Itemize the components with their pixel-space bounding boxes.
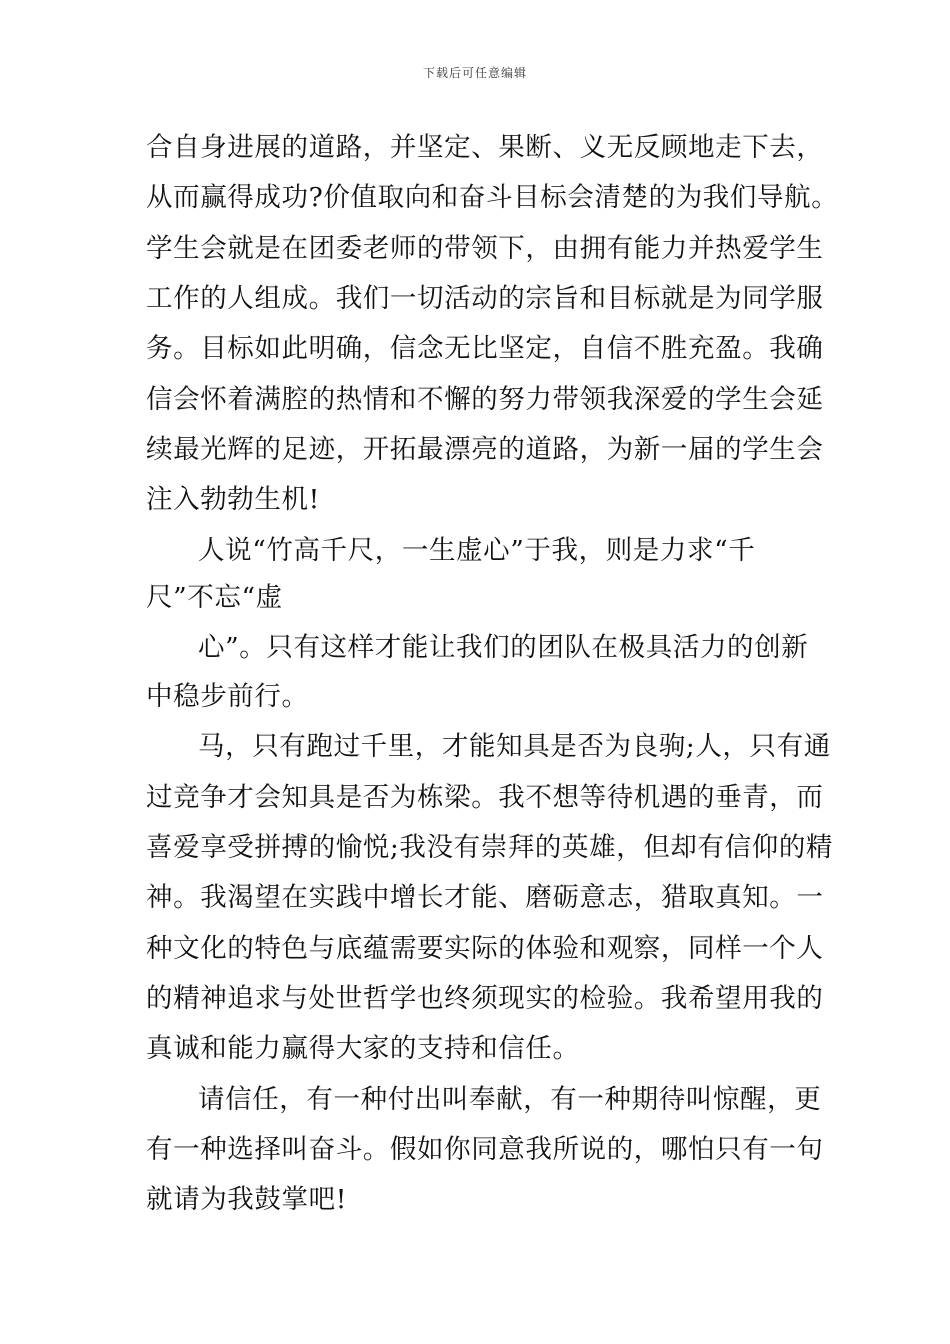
text-line: 工作的人组成。我们一切活动的宗旨和目标就是为同学服: [146, 283, 824, 314]
text-line: 就请为我鼓掌吧!: [146, 1184, 347, 1215]
text-line: 务。目标如此明确，信念无比坚定，自信不胜充盈。我确: [146, 333, 824, 364]
text-line: 续最光辉的足迹，开拓最漂亮的道路，为新一届的学生会: [146, 434, 824, 465]
text-line: 真诚和能力赢得大家的支持和信任。: [146, 1033, 580, 1064]
text-line: 尺”不忘“虚: [146, 582, 283, 613]
text-line: 学生会就是在团委老师的带领下，由拥有能力并热爱学生: [146, 233, 824, 264]
text-line: 的精神追求与处世哲学也终须现实的检验。我希望用我的: [146, 983, 824, 1014]
page-header: 下载后可任意编辑: [422, 66, 527, 80]
text-line: 有一种选择叫奋斗。假如你同意我所说的，哪怕只有一句: [146, 1134, 824, 1165]
paragraph-start-line: 马，只有跑过千里，才能知具是否为良驹;人，只有通: [198, 731, 831, 762]
text-line: 注入勃勃生机!: [146, 484, 320, 515]
text-line: 神。我渴望在实践中增长才能、磨砺意志，猎取真知。一: [146, 882, 824, 913]
text-line: 喜爱享受拼搏的愉悦;我没有崇拜的英雄，但却有信仰的精: [146, 832, 834, 863]
text-line: 中稳步前行。: [146, 681, 309, 712]
text-line: 合自身进展的道路，并坚定、果断、义无反顾地走下去，: [146, 132, 824, 163]
text-line: 种文化的特色与底蕴需要实际的体验和观察，同样一个人: [146, 933, 824, 964]
text-line: 过竞争才会知具是否为栋梁。我不想等待机遇的垂青，而: [146, 782, 824, 813]
paragraph-start-line: 请信任，有一种付出叫奉献，有一种期待叫惊醒，更: [198, 1084, 822, 1115]
text-line: 从而赢得成功?价值取向和奋斗目标会清楚的为我们导航。: [146, 182, 839, 213]
paragraph-start-line: 人说“竹高千尺，一生虚心”于我，则是力求“千: [198, 535, 756, 566]
paragraph-start-line: 心”。只有这样才能让我们的团队在极具活力的创新: [198, 632, 809, 663]
text-line: 信会怀着满腔的热情和不懈的努力带领我深爱的学生会延: [146, 384, 824, 415]
